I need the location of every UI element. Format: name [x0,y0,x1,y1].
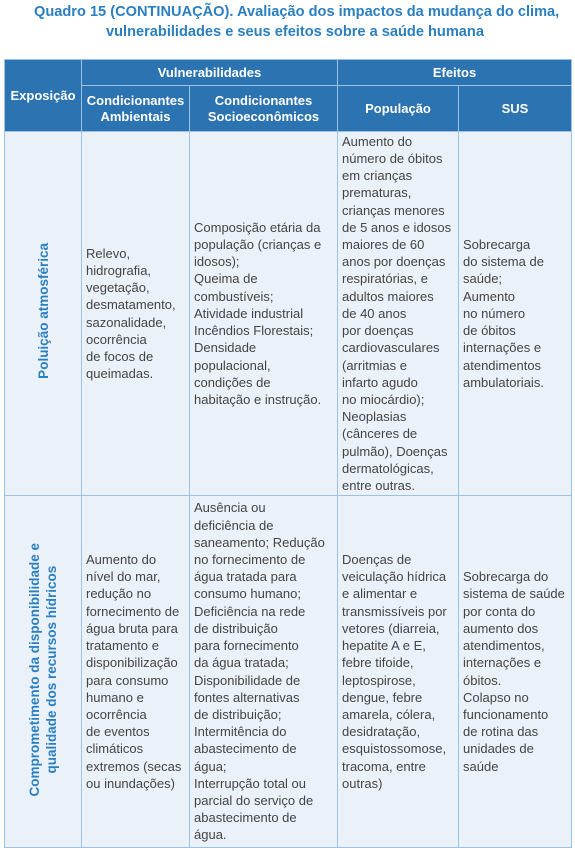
exposicao-label: Poluição atmosférica [35,243,51,380]
populacao-cell: Aumento do número de óbitos em crianças prematuras, crianças menores de 5 anos e idosos maiores de 60 anos por doenças respiratórias, e adultos maiores de 40 anos por doenças cardiovasculares (arritmias e infarto agudo no miocárdio); Neoplasias (cânceres de pulmão), Doenças dermatológicas, entre outras. [338,132,459,496]
exposicao-label: Comprometimento da disponibilidade e qualidade dos recursos hídricos [27,542,59,797]
header-cond-ambientais: Condicionantes Ambientais [82,86,190,132]
header-sus: SUS [459,86,572,132]
socioeconomicos-cell: Ausência ou deficiência de saneamento; Redução no fornecimento de água tratada para consumo humano; Deficiência na rede de distribuição para fornecimento da água tratada; Disponibilidade de fontes alternativas de distribuição; Intermitência do abastecimento de água; Interrupção total ou parcial do serviço de abastecimento de água. [190,496,338,848]
exposicao-cell [5,132,82,496]
header-row-sub [5,86,572,132]
header-populacao: População [338,86,459,132]
header-vulnerabilidades: Vulnerabilidades [82,60,338,86]
header-row-top [5,60,572,86]
sus-cell: Sobrecarga do sistema de saúde por conta do aumento dos atendimentos, internações e óbitos. Colapso no funcionamento de rotina das unidades de saúde [459,496,572,848]
header-exposicao: Exposição [5,60,82,132]
exposicao-cell [5,496,82,848]
socioeconomicos-cell: Composição etária da população (crianças e idosos); Queima de combustíveis; Atividade industrial Incêndios Florestais; Densidade populacional, condições de habitação e instrução. [190,132,338,496]
impacts-table [4,59,572,848]
header-cond-socioeconomicos: Condicionantes Socioeconômicos [190,86,338,132]
table-row [5,132,572,496]
table-title-line-1: Quadro 15 (CONTINUAÇÃO). Avaliação dos impactos da mudança do clima, [34,4,560,20]
header-efeitos: Efeitos [338,60,572,86]
ambientais-cell: Aumento do nível do mar, redução no fornecimento de água bruta para tratamento e disponibilização para consumo humano e ocorrência de eventos climáticos extremos (secas ou inundações) [82,496,190,848]
sus-cell: Sobrecarga do sistema de saúde; Aumento no número de óbitos internações e atendimentos ambulatoriais. [459,132,572,496]
populacao-cell: Doenças de veiculação hídrica e alimentar e transmissíveis por vetores (diarreia, hepatite A e E, febre tifoide, leptospirose, dengue, febre amarela, cólera, desidratação, esquistossomose, tracoma, entre outras) [338,496,459,848]
table-title-line-2: vulnerabilidades e seus efeitos sobre a saúde humana [106,24,484,40]
ambientais-cell: Relevo, hidrografia, vegetação, desmatamento, sazonalidade, ocorrência de focos de queimadas. [82,132,190,496]
table-title [8,2,568,42]
table-row [5,496,572,848]
